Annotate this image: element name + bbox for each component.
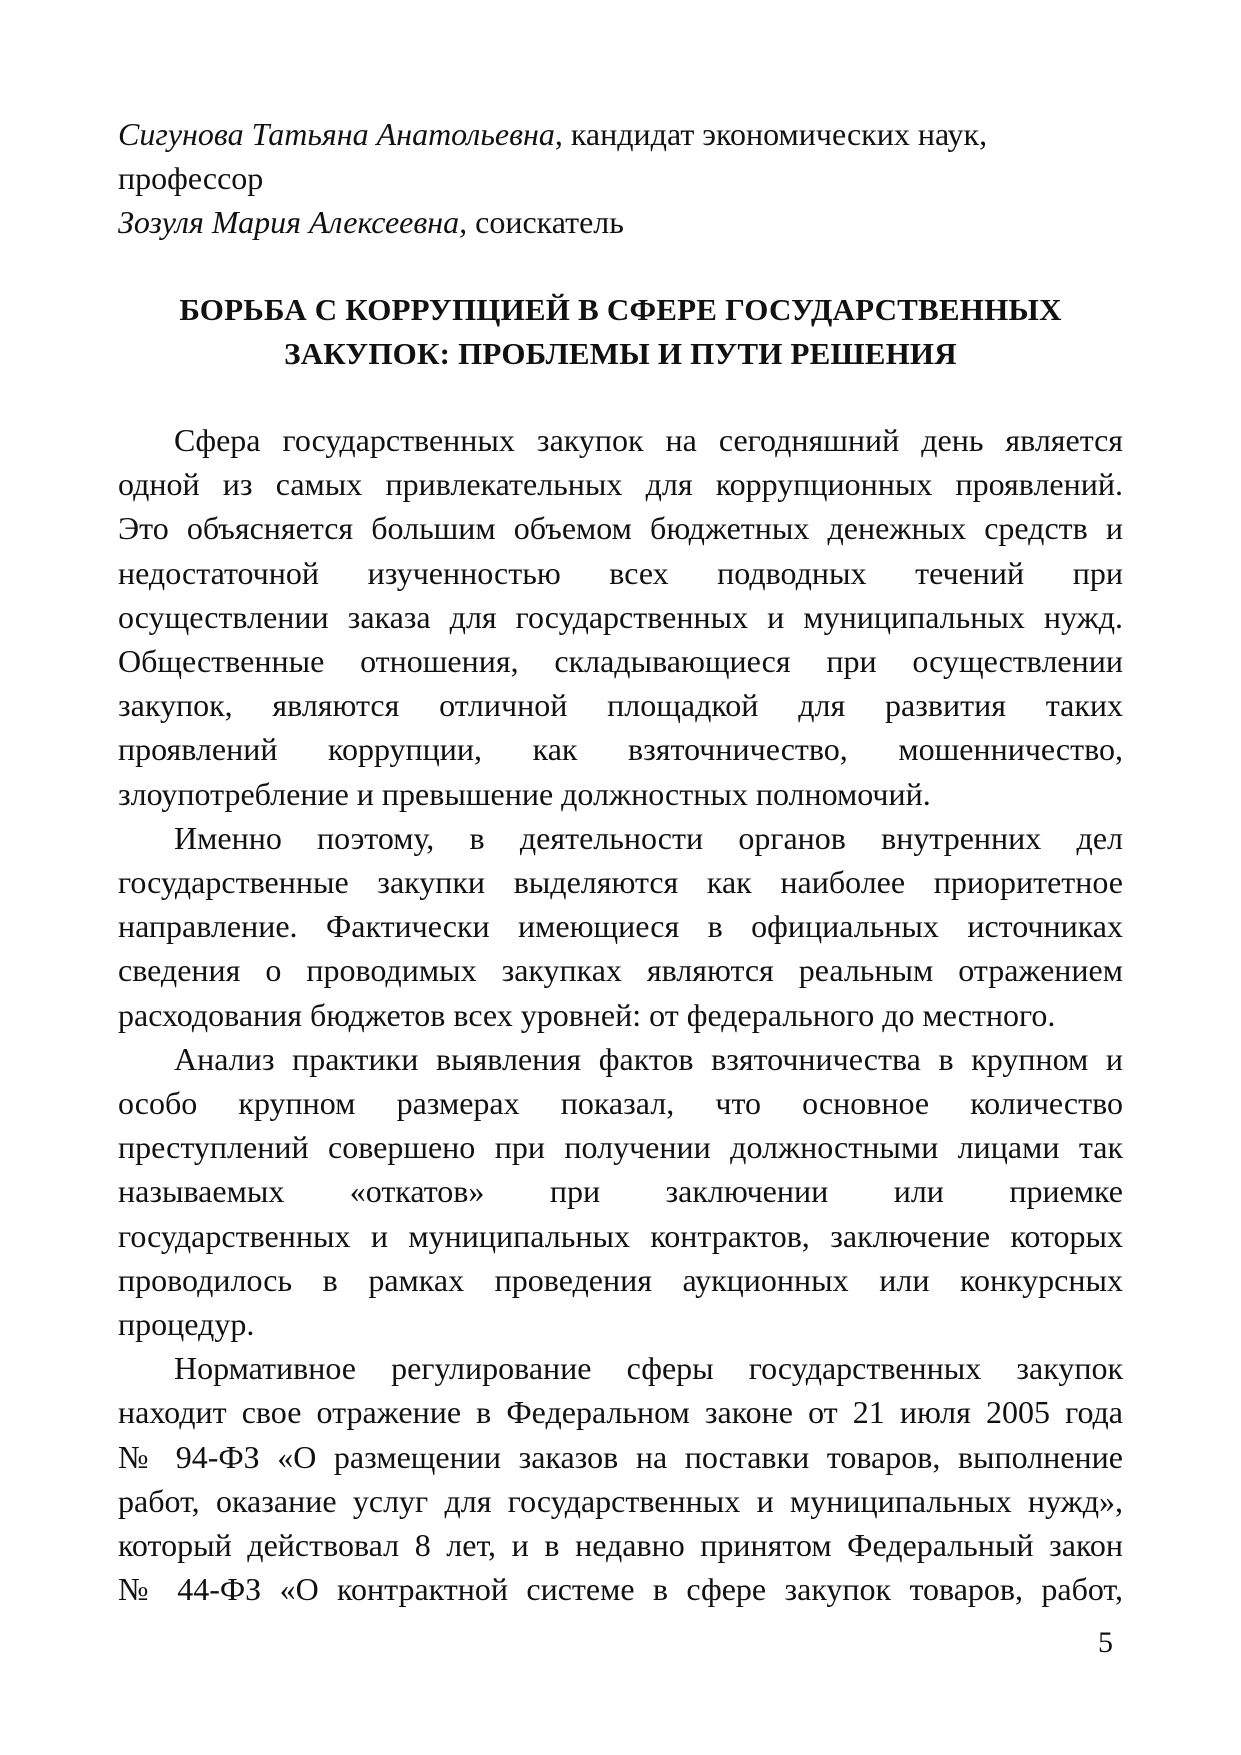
paragraph-line: государственных и муниципальных контрактов, заключение которых <box>118 1217 1123 1254</box>
paragraph-line: называемых «откатов» при заключении или приемке <box>118 1173 1123 1210</box>
paragraph-line: сведения о проводимых закупках являются реальным отражением <box>118 952 1123 989</box>
paragraph-line: проявлений коррупции, как взяточничество, мошенничество, <box>118 731 1123 768</box>
article-body <box>118 418 1123 1611</box>
paragraph-line: Именно поэтому, в деятельности органов внутренних дел <box>174 819 1123 856</box>
paragraph-line: находит свое отражение в Федеральном законе от 21 июля 2005 года <box>118 1394 1123 1431</box>
paragraph-line: работ, оказание услуг для государственных и муниципальных нужд», <box>118 1482 1123 1519</box>
paragraph-line: осуществлении заказа для государственных и муниципальных нужд. <box>118 598 1123 635</box>
paragraph-line: одной из самых привлекательных для коррупционных проявлений. <box>118 466 1123 503</box>
paragraph <box>118 816 1123 1037</box>
author-1-title-cont: профессор <box>118 160 264 196</box>
paragraph-line: Это объясняется большим объемом бюджетных денежных средств и <box>118 510 1123 547</box>
paragraph-line: проводилось в рамках проведения аукционных или конкурсных <box>118 1261 1123 1298</box>
paragraph-line: преступлений совершено при получении должностными лицами так <box>118 1129 1123 1166</box>
paragraph-line: злоупотребление и превышение должностных полномочий. <box>118 775 931 812</box>
paragraph-line: Сфера государственных закупок на сегодняшний день является <box>174 422 1123 458</box>
article-title <box>118 288 1123 376</box>
paragraph <box>118 418 1123 816</box>
author-1 <box>118 112 1123 156</box>
author-2-name: Зозуля Мария Алексеевна, <box>118 204 468 240</box>
paragraph <box>118 1037 1123 1346</box>
page <box>118 112 1123 1611</box>
author-1-title: , кандидат экономических наук, <box>554 116 988 152</box>
paragraph-line: № 94-ФЗ «О размещении заказов на поставки товаров, выполнение <box>118 1438 1123 1475</box>
paragraph-line: расходования бюджетов всех уровней: от федерального до местного. <box>118 996 1056 1033</box>
paragraph-line: Нормативное регулирование сферы государственных закупок <box>174 1350 1123 1387</box>
paragraph-line: особо крупном размерах показал, что основное количество <box>118 1085 1123 1122</box>
paragraph-line: закупок, являются отличной площадкой для развития таких <box>118 687 1123 724</box>
paragraph-line: государственные закупки выделяются как наиболее приоритетное <box>118 864 1123 901</box>
title-line-2: ЗАКУПОК: ПРОБЛЕМЫ И ПУТИ РЕШЕНИЯ <box>284 336 957 371</box>
author-2-title: соискатель <box>467 204 624 240</box>
paragraph-line: недостаточной изученностью всех подводных течений при <box>118 554 1123 591</box>
paragraph-line: направление. Фактически имеющиеся в официальных источниках <box>118 908 1123 945</box>
authors-block <box>118 112 1123 244</box>
paragraph-line: № 44-ФЗ «О контрактной системе в сфере закупок товаров, работ, <box>118 1571 1123 1608</box>
author-2 <box>118 200 1123 244</box>
author-1-name: Сигунова Татьяна Анатольевна <box>118 116 555 152</box>
paragraph-line: процедур. <box>118 1306 255 1343</box>
page-number: 5 <box>1098 1626 1113 1659</box>
paragraph-line: который действовал 8 лет, и в недавно принятом Федеральный закон <box>118 1527 1123 1564</box>
paragraph-line: Общественные отношения, складывающиеся при осуществлении <box>118 643 1123 680</box>
paragraph-line: Анализ практики выявления фактов взяточничества в крупном и <box>174 1040 1123 1077</box>
title-line-1: БОРЬБА С КОРРУПЦИЕЙ В СФЕРЕ ГОСУДАРСТВЕННЫХ <box>179 292 1062 327</box>
paragraph <box>118 1346 1123 1611</box>
